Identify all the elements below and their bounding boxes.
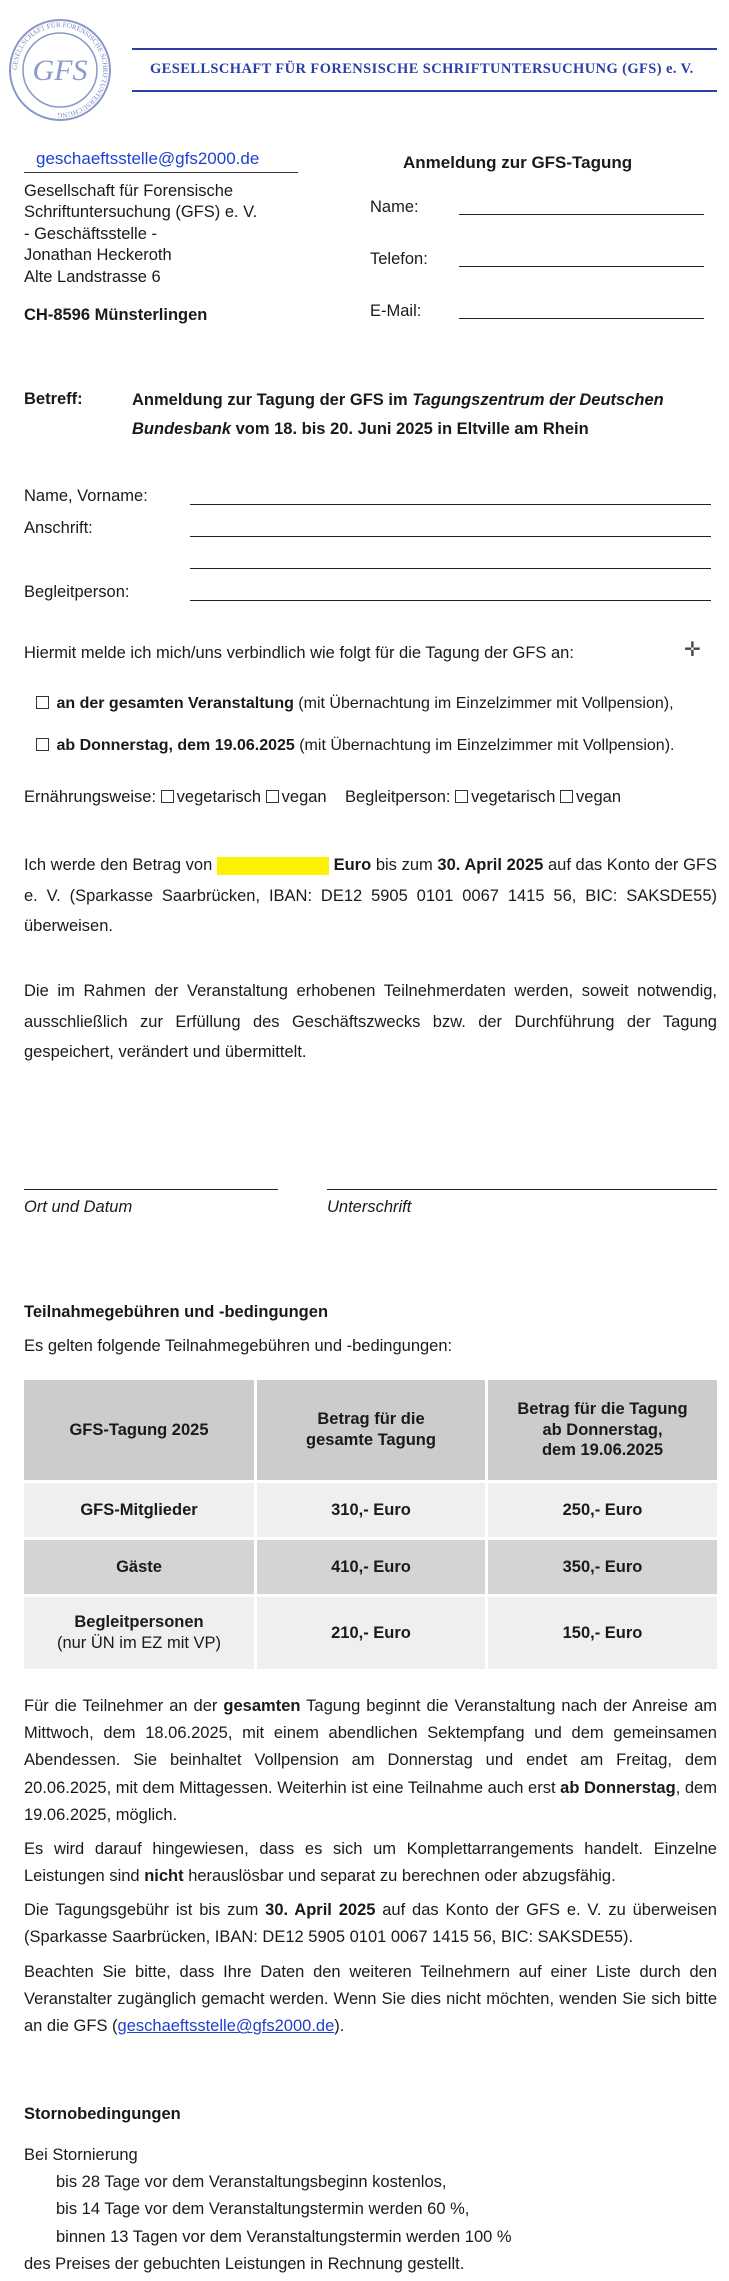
cancellation-intro: Bei Stornierung bbox=[24, 2146, 138, 2164]
table-row: Begleitpersonen (nur ÜN im EZ mit VP) 210,- Euro 150,- Euro bbox=[24, 1597, 717, 1669]
name-firstname-field[interactable] bbox=[190, 504, 711, 505]
cancellation-line: bis 14 Tage vor dem Veranstaltungstermin werden 60 %, bbox=[56, 2200, 470, 2219]
email-label: E-Mail: bbox=[370, 302, 422, 320]
name-label: Name: bbox=[370, 198, 419, 216]
checkbox-icon bbox=[36, 738, 49, 751]
sender-line: Gesellschaft für Forensische bbox=[24, 181, 234, 200]
payment-text: Ich werde den Betrag von Euro bis zum 30. April 2025 auf das Konto der GFS e. V. (Sparkasse Saarbrücken, IBAN: DE12 5905 0101 0067 1415 56, BIC: SAKSDE55) überweisen. bbox=[24, 856, 717, 936]
companion-field[interactable] bbox=[190, 600, 711, 601]
privacy-text: Die im Rahmen der Veranstaltung erhobenen Teilnehmerdaten werden, soweit notwendig, ausschließlich zur Erfüllung des Geschäftszwecks bzw. der Durchführung der Tagung gespeichert, verändert und übermittelt. bbox=[24, 982, 717, 1062]
cancellation-terms bbox=[24, 2142, 512, 2278]
checkbox-icon bbox=[455, 790, 468, 803]
phone-field[interactable] bbox=[459, 266, 704, 267]
header-rule-bottom bbox=[132, 90, 717, 92]
name-firstname-label: Name, Vorname: bbox=[24, 487, 148, 505]
checkbox-icon bbox=[560, 790, 573, 803]
name-field[interactable] bbox=[459, 214, 704, 215]
condition-paragraph-4: Beachten Sie bitte, dass Ihre Daten den weiteren Teilnehmern auf einer Liste durch den Veranstalter zugänglich gemacht werden. Wenn Sie dies nicht möchten, wenden Sie sich bitte an die GFS (geschaeftsstelle@gfs2000.de). bbox=[24, 1963, 717, 2036]
companion-label: Begleitperson: bbox=[24, 583, 130, 601]
table-row: Gäste 410,- Euro 350,- Euro bbox=[24, 1540, 717, 1594]
sender-block bbox=[24, 146, 294, 326]
signature-label: Unterschrift bbox=[327, 1198, 412, 1216]
move-cursor-icon: ✛ bbox=[684, 639, 701, 661]
sender-line: Jonathan Heckeroth bbox=[24, 246, 172, 265]
condition-paragraph-1: Für die Teilnehmer an der gesamten Tagung beginnt die Veranstaltung nach der Anreise am Mittwoch, dem 18.06.2025, mit einem abendlichen Sektempfang und dem gemeinsamen Abendessen. Sie beinhaltet Vollpension am Donnerstag und endet am Freitag, dem 20.06.2025, mit dem Mittagessen. Weiterhin ist eine Teilnahme auch erst ab Donnerstag, dem 19.06.2025, möglich. bbox=[24, 1697, 717, 1824]
table-row: GFS-Mitglieder 310,- Euro 250,- Euro bbox=[24, 1483, 717, 1537]
sender-email-link[interactable]: geschaeftsstelle@gfs2000.de bbox=[36, 149, 260, 168]
address-field-1[interactable] bbox=[190, 536, 711, 537]
org-title: GESELLSCHAFT FÜR FORENSISCHE SCHRIFTUNTERSUCHUNG (GFS) e. V. bbox=[150, 61, 694, 77]
amount-field[interactable] bbox=[217, 857, 329, 875]
fees-heading: Teilnahmegebühren und -bedingungen bbox=[24, 1303, 329, 1321]
companion-vegan-option[interactable]: vegan bbox=[560, 788, 621, 806]
registration-title: Anmeldung zur GFS-Tagung bbox=[403, 153, 633, 172]
phone-label: Telefon: bbox=[370, 250, 428, 268]
diet-vegan-option[interactable]: vegan bbox=[266, 788, 327, 806]
condition-paragraph-2: Es wird darauf hingewiesen, dass es sich um Komplettarrangements handelt. Einzelne Leistungen sind nicht herauslösbar und separat zu berechnen oder abzugsfähig. bbox=[24, 1840, 717, 1886]
address-label: Anschrift: bbox=[24, 519, 93, 537]
fees-intro: Es gelten folgende Teilnahmegebühren und -bedingungen: bbox=[24, 1337, 453, 1355]
checkbox-icon bbox=[266, 790, 279, 803]
companion-vegetarian-option[interactable]: vegetarisch bbox=[455, 788, 555, 806]
cancellation-line: binnen 13 Tagen vor dem Veranstaltungstermin werden 100 % bbox=[56, 2227, 512, 2246]
cancellation-outro: des Preises der gebuchten Leistungen in Rechnung gestellt. bbox=[24, 2254, 465, 2273]
gfs-email-link[interactable]: geschaeftsstelle@gfs2000.de bbox=[117, 2017, 335, 2036]
cancellation-heading: Stornobedingungen bbox=[24, 2105, 181, 2123]
place-date-line[interactable] bbox=[24, 1189, 278, 1190]
diet-vegetarian-option[interactable]: vegetarisch bbox=[161, 788, 261, 806]
header-rule-top bbox=[132, 48, 717, 50]
address-field-2[interactable] bbox=[190, 568, 711, 569]
logo-ring-text: GESELLSCHAFT FÜR FORENSISCHE SCHRIFTUNTERSUCHUNG bbox=[10, 20, 110, 120]
place-date-label: Ort und Datum bbox=[24, 1198, 133, 1216]
email-field[interactable] bbox=[459, 318, 704, 319]
diet-companion-label: Begleitperson: bbox=[344, 788, 451, 806]
col-header-event: GFS-Tagung 2025 bbox=[24, 1380, 254, 1480]
col-header-partial: Betrag für die Tagung ab Donnerstag, dem 19.06.2025 bbox=[488, 1380, 717, 1480]
diet-label: Ernährungsweise: bbox=[24, 788, 157, 806]
option-full-event[interactable]: an der gesamten Veranstaltung (mit Übernachtung im Einzelzimmer mit Vollpension), bbox=[36, 691, 674, 717]
col-header-full: Betrag für die gesamte Tagung bbox=[257, 1380, 485, 1480]
subject-text: Anmeldung zur Tagung der GFS im Tagungszentrum der Deutschen Bundesbank vom 18. bis 20. Juni 2025 in Eltville am Rhein bbox=[132, 391, 664, 438]
declaration-text: Hiermit melde ich mich/uns verbindlich wie folgt für die Tagung der GFS an: bbox=[24, 644, 574, 662]
gfs-logo bbox=[8, 18, 112, 122]
sender-line: - Geschäftsstelle - bbox=[24, 224, 157, 243]
sender-city: CH-8596 Münsterlingen bbox=[24, 305, 208, 324]
subject-label: Betreff: bbox=[24, 390, 83, 408]
fees-table bbox=[21, 1377, 720, 1672]
sender-line: Alte Landstrasse 6 bbox=[24, 267, 161, 286]
condition-paragraph-3: Die Tagungsgebühr ist bis zum 30. April 2025 auf das Konto der GFS e. V. zu überweisen (Sparkasse Saarbrücken, IBAN: DE12 5905 0101 0067 1415 56, BIC: SAKSDE55). bbox=[24, 1901, 717, 1947]
cancellation-line: bis 28 Tage vor dem Veranstaltungsbeginn kostenlos, bbox=[56, 2173, 447, 2192]
checkbox-icon bbox=[36, 696, 49, 709]
sender-line: Schriftuntersuchung (GFS) e. V. bbox=[24, 203, 258, 222]
signature-line[interactable] bbox=[327, 1189, 717, 1190]
diet-row bbox=[24, 784, 621, 810]
option-from-thursday[interactable]: ab Donnerstag, dem 19.06.2025 (mit Übernachtung im Einzelzimmer mit Vollpension). bbox=[36, 733, 674, 759]
logo-letters: GFS bbox=[32, 54, 88, 87]
checkbox-icon bbox=[161, 790, 174, 803]
